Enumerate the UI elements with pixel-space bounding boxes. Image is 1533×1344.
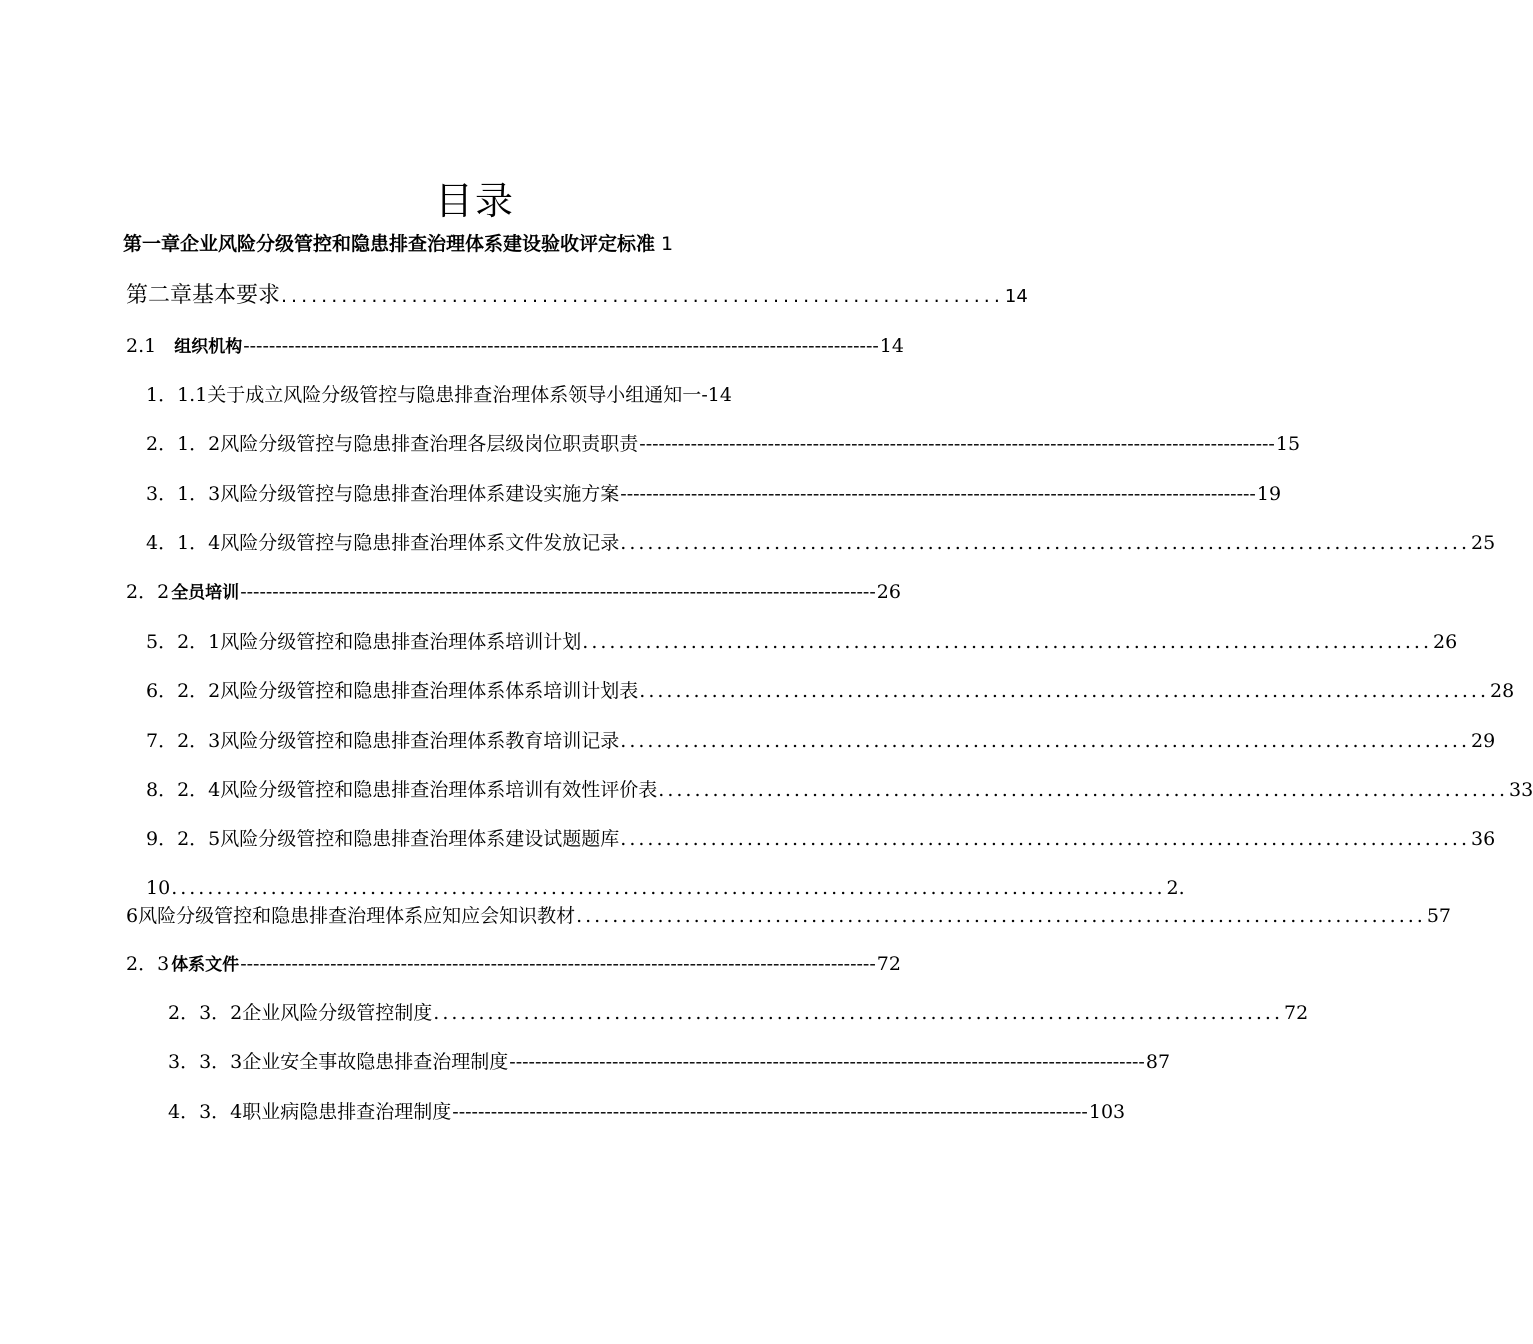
toc-entry-label: 5．2．1风险分级管控和隐患排查治理体系培训计划 (146, 631, 582, 653)
toc-leader: .............................................................................................. (658, 779, 1508, 801)
toc-entry-label: 3．1．3风险分级管控与隐患排查治理体系建设实施方案 (146, 483, 620, 505)
toc-chapter-1[interactable] (123, 230, 683, 258)
toc-leader: .............................................................................................. (582, 631, 1432, 653)
toc-entry-label: 4．1．4风险分级管控与隐患排查治理体系文件发放记录 (146, 532, 620, 554)
toc-chapter-2[interactable] (126, 281, 1028, 312)
toc-page-number: 26 (1433, 631, 1458, 653)
toc-page-number: 25 (1471, 532, 1496, 554)
toc-title: 目录 (434, 179, 515, 223)
toc-entry-label: 4．3．4职业病隐患排查治理制度 (168, 1101, 452, 1123)
toc-section-number: 2．3 (126, 953, 170, 975)
toc-page-number: 72 (876, 953, 901, 975)
toc-item-8[interactable] (146, 776, 1533, 804)
toc-page-number: 14 (879, 335, 904, 357)
toc-page-number: 26 (876, 581, 901, 603)
toc-item-11[interactable] (168, 999, 1309, 1027)
toc-section-number: 2.1 (126, 335, 157, 357)
toc-item-1[interactable] (146, 381, 766, 409)
toc-entry-label: 10 (146, 877, 171, 899)
toc-leader: .............................................................................................. (620, 532, 1470, 554)
toc-leader: --------------------------------------------------------------------------------------------------- (639, 433, 1275, 455)
toc-entry-label: 2．1．2风险分级管控与隐患排查治理各层级岗位职责职责 (146, 433, 639, 455)
toc-entry-label: 2．3．2企业风险分级管控制度 (168, 1002, 433, 1024)
toc-page-number: 103 (1088, 1101, 1126, 1123)
toc-entry-label: 7．2．3风险分级管控和隐患排查治理体系教育培训记录 (146, 730, 620, 752)
toc-entry-label: 第一章企业风险分级管控和隐患排查治理体系建设验收评定标准 (123, 233, 656, 255)
toc-entry-label: 8．2．4风险分级管控和隐患排查治理体系培训有效性评价表 (146, 779, 658, 801)
toc-page-number: 2. (1166, 877, 1185, 899)
toc-entry-label: 组织机构 (174, 337, 243, 357)
toc-page-number: 28 (1490, 680, 1515, 702)
toc-leader: --------------------------------------------------------------------------------------------------- (240, 581, 876, 603)
toc-item-2[interactable] (146, 430, 1301, 458)
toc-leader: --------------------------------------------------------------------------------------------------- (620, 483, 1256, 505)
toc-leader: .............................................................................................. (639, 680, 1489, 702)
toc-item-5[interactable] (146, 628, 1458, 656)
toc-section-2-3[interactable] (126, 950, 901, 979)
toc-entry-label: 1．1.1关于成立风险分级管控与隐患排查治理体系领导小组通知一 (146, 384, 702, 406)
toc-page-number: 57 (1426, 905, 1451, 927)
toc-leader: ........................................................................ (281, 285, 1004, 307)
toc-item-6[interactable] (146, 677, 1515, 705)
toc-leader: .............................................................................................. (620, 730, 1470, 752)
toc-entry-label: 全员培训 (171, 583, 240, 603)
toc-page-number: 33 (1509, 779, 1533, 801)
toc-item-12[interactable] (168, 1048, 1171, 1076)
toc-section-number: 2．2 (126, 581, 170, 603)
toc-page-number: 87 (1145, 1051, 1171, 1073)
toc-leader: .............................................................................................. (433, 1002, 1283, 1024)
toc-item-7[interactable] (146, 727, 1496, 755)
toc-entry-label: 6．2．2风险分级管控和隐患排查治理体系体系培训计划表 (146, 680, 639, 702)
toc-leader: --------------------------------------------------------------------------------------------------- (240, 953, 876, 975)
toc-page-number: 72 (1284, 1002, 1309, 1024)
toc-page-number: 14 (1004, 286, 1028, 307)
toc-page-number: 19 (1256, 483, 1282, 505)
toc-entry-label: 6风险分级管控和隐患排查治理体系应知应会知识教材 (126, 905, 576, 927)
toc-item-9[interactable] (146, 825, 1496, 853)
toc-item-13[interactable] (168, 1098, 1126, 1126)
toc-leader: --------------------------------------------------------------------------------------------------- (243, 335, 879, 357)
toc-page-number: 1 (661, 233, 674, 255)
toc-entry-label: 第二章基本要求 (126, 283, 281, 308)
toc-page-number: 15 (1275, 433, 1301, 455)
toc-section-2-1[interactable] (126, 332, 904, 361)
toc-page-number: -14 (701, 384, 732, 406)
toc-leader: --------------------------------------------------------------------------------------------------- (452, 1101, 1088, 1123)
toc-leader: --------------------------------------------------------------------------------------------------- (509, 1051, 1145, 1073)
toc-leader: .............................................................................................................. (171, 877, 1166, 899)
toc-item-4[interactable] (146, 529, 1496, 557)
toc-page-number: 29 (1471, 730, 1496, 752)
toc-entry-label: 9．2．5风险分级管控和隐患排查治理体系建设试题题库 (146, 828, 620, 850)
toc-item-10-continuation[interactable] (126, 902, 1451, 930)
toc-section-2-2[interactable] (126, 578, 901, 607)
toc-page-number: 36 (1471, 828, 1496, 850)
toc-leader: .............................................................................................. (620, 828, 1470, 850)
toc-item-10[interactable] (146, 874, 1185, 902)
toc-entry-label: 体系文件 (171, 955, 240, 975)
toc-entry-label: 3．3．3企业安全事故隐患排查治理制度 (168, 1051, 509, 1073)
toc-item-3[interactable] (146, 480, 1282, 508)
toc-leader: .............................................................................................. (576, 905, 1426, 927)
